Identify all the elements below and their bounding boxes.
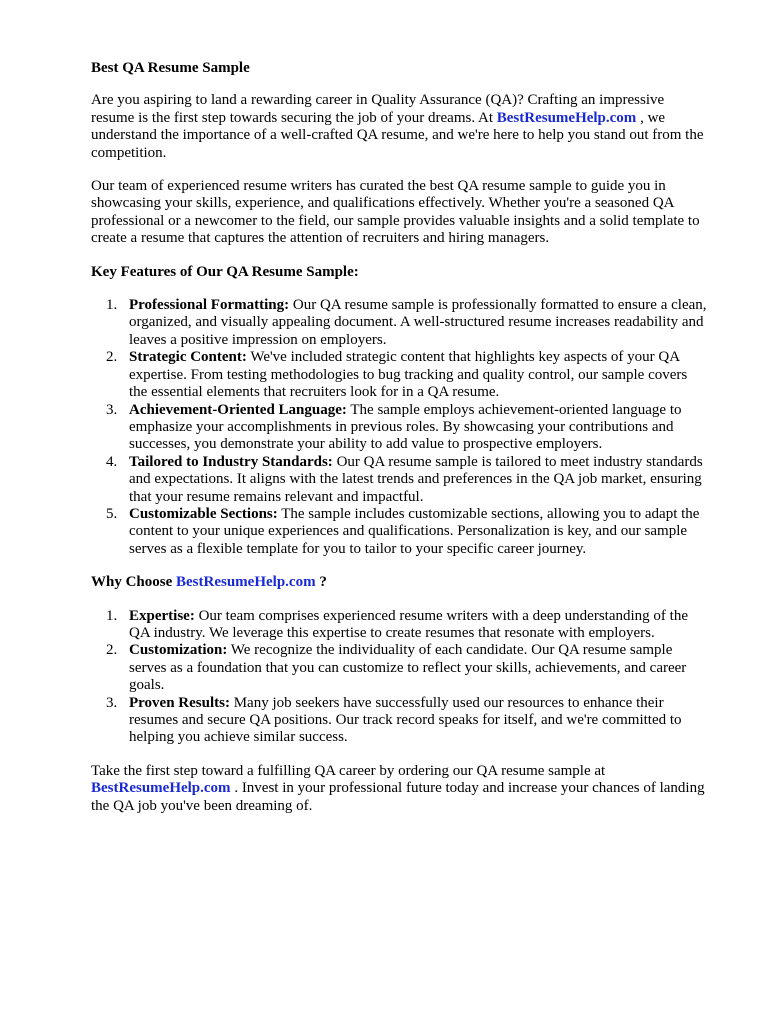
feature-text: Our QA resume sample is professionally formatted to ensure a clean, organized, and visually appealing document. A well-structured resume increases readability and leaves a positive impression on employers. — [129, 297, 707, 348]
why-label: Proven Results: — [129, 694, 230, 711]
page-title: Best QA Resume Sample — [91, 60, 250, 76]
feature-text: We've included strategic content that highlights key aspects of your QA expertise. From testing methodologies to bug tracking and quality control, our sample covers the essential elements that recruiters look for in a QA resume. — [129, 349, 688, 401]
why-choose-heading — [91, 574, 708, 591]
feature-text: Our QA resume sample is tailored to meet industry standards and expectations. It aligns with the latest trends and preferences in the QA job market, ensuring that your resume remains relevant and impactful. — [129, 453, 703, 505]
intro-paragraph — [91, 92, 708, 162]
why-site-link[interactable]: BestResumeHelp.com — [176, 574, 316, 591]
why-heading-suffix: ? — [315, 574, 327, 591]
team-paragraph: Our team of experienced resume writers has curated the best QA resume sample to guide you in showcasing your skills, experience, and qualifications effectively. Whether you're a seasoned QA professional or a newcomer to the field, our sample provides valuable insights and a solid template to create a resume that captures the attention of recruiters and hiring managers. — [91, 178, 700, 247]
why-item — [106, 694, 708, 747]
why-item — [106, 642, 708, 694]
why-text: Our team comprises experienced resume writers with a deep understanding of the QA industry. We leverage this expertise to create resumes that resonate with employers. — [129, 607, 688, 641]
features-list — [91, 297, 708, 558]
feature-text: The sample employs achievement-oriented language to emphasize your accomplishments in previous roles. By showcasing your contributions and successes, you demonstrate your ability to add value to prospective employers. — [129, 401, 682, 453]
feature-label: Customizable Sections: — [129, 505, 278, 522]
closing-paragraph — [91, 763, 708, 815]
list-number: 3. — [106, 694, 118, 711]
feature-label: Strategic Content: — [129, 349, 247, 366]
feature-label: Tailored to Industry Standards: — [129, 453, 333, 470]
why-text: Many job seekers have successfully used our resources to enhance their resumes and secure QA positions. Our track record speaks for itself, and we're committed to helping you achieve similar success. — [129, 694, 682, 746]
why-text: We recognize the individuality of each candidate. Our QA resume sample serves as a foundation that you can customize to reflect your skills, achievements, and career goals. — [129, 642, 687, 694]
feature-item — [106, 453, 708, 506]
intro-text-after: , we understand the importance of a well-crafted QA resume, and we're here to help you stand out from the competition. — [91, 109, 704, 161]
closing-site-link[interactable]: BestResumeHelp.com — [91, 780, 231, 797]
list-number: 2. — [106, 349, 118, 366]
list-number: 1. — [106, 607, 118, 624]
intro-site-link[interactable]: BestResumeHelp.com — [496, 109, 637, 126]
list-number: 2. — [106, 642, 118, 659]
why-label: Customization: — [129, 642, 228, 659]
list-number: 1. — [106, 297, 118, 314]
intro-text-before: Are you aspiring to land a rewarding career in Quality Assurance (QA)? Crafting an impressive resume is the first step towards securing the job of your dreams. At — [91, 92, 665, 126]
feature-item — [106, 505, 708, 558]
features-heading: Key Features of Our QA Resume Sample: — [91, 263, 359, 280]
closing-text-before: Take the first step toward a fulfilling QA career by ordering our QA resume sample at — [91, 762, 606, 779]
feature-label: Professional Formatting: — [129, 297, 290, 314]
why-item — [106, 607, 708, 643]
closing-text-after: . Invest in your professional future today and increase your chances of landing the QA job you've been dreaming of. — [91, 780, 705, 814]
list-number: 4. — [106, 453, 118, 470]
why-heading-text: Why Choose — [91, 574, 177, 591]
feature-item — [106, 349, 708, 401]
why-label: Expertise: — [129, 607, 195, 624]
feature-item — [106, 401, 708, 454]
list-number: 3. — [106, 401, 118, 418]
why-list — [91, 608, 708, 747]
feature-label: Achievement-Oriented Language: — [129, 401, 347, 418]
feature-text: The sample includes customizable sections, allowing you to adapt the content to your unique experiences and qualifications. Personalization is key, and our sample serves as a flexible template for you to tailor to your specific career journey. — [129, 505, 700, 557]
list-number: 5. — [106, 505, 118, 522]
feature-item — [106, 297, 708, 349]
